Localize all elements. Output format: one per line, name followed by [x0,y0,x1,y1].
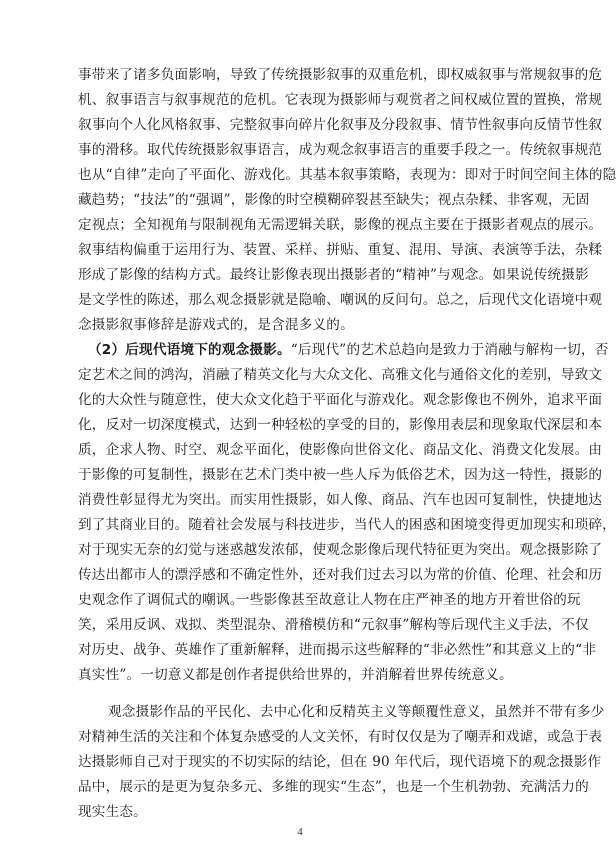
text-line: 对精神生活的关注和个体复杂感受的人文关怀，有时仅仅是为了嘲弄和戏谑，或急于表 [78,729,603,745]
text-line: 念摄影叙事修辞是游戏式的，是含混多义的。 [78,317,354,333]
text-line: 定艺术之间的鸿沟，消融了精英文化与大众文化、高雅文化与通俗文化的差别，导致文 [78,367,603,383]
text-line: 叙事结构偏重于运用行为、装置、采样、拼贴、重复、混用、导演、表演等手法，杂糅 [78,242,603,258]
text-line: 传达出都市人的漂浮感和不确定性外，还对我们过去习以为常的价值、伦理、社会和历 [78,567,603,583]
page-number: 4 [297,826,303,838]
text-line: 形成了影像的结构方式。最终让影像表现出摄影者的“精神”与观念。如果说传统摄影 [78,267,589,283]
text-line: 现实生态。 [78,804,147,820]
text-line: 是文学性的陈述，那么观念摄影就是隐喻、嘲讽的反问句。总之，后现代文化语境中观 [78,292,603,308]
text-line: 观念摄影作品的平民化、去中心化和反精英主义等颠覆性意义，虽然并不带有多少 [108,704,605,720]
text-line: 真实性”。一切意义都是创作者提供给世界的，并消解着世界传统意义。 [78,667,513,683]
text-line: 机、叙事语言与叙事规范的危机。它表现为摄影师与观赏者之间权威位置的置换，常规 [78,92,603,108]
text-line: 藏趋势；“技法”的“强调”，影像的时空模糊碎裂甚至缺失；视点杂糅、非客观，无固 [78,192,590,208]
text-line: 品中，展示的是更为复杂多元、多维的现实“生态”，也是一个生机勃勃、充满活力的 [78,779,589,795]
text-run: “后现代”的艺术总趋向是致力于消融与解构一切，否 [290,342,609,358]
text-line: 对于现实无奈的幻觉与迷惑越发浓郁，使观念影像后现代特征更为突出。观念摄影除了 [78,542,603,558]
text-line: 对历史、战争、英雄作了重新解释，进而揭示这些解释的“非必然性”和其意义上的“非 [78,642,597,658]
section-heading: （2）后现代语境下的观念摄影。 [88,342,291,358]
text-line: 到了其商业目的。随着社会发展与科技进步，当代人的困惑和困境变得更加现实和琐碎， [78,517,616,533]
text-line: 化的大众性与随意性，使大众文化趋于平面化与游戏化。观念影像也不例外，追求平面 [78,392,603,408]
text-line: 史观念作了调侃式的嘲讽。 [78,592,244,608]
section-heading-line [88,338,609,363]
text-line: 质，企求人物、时空、观念平面化，使影像向世俗文化、商品文化、消费文化发展。由 [78,442,603,458]
text-line: 事的滑移。取代传统摄影叙事语言，成为观念叙事语言的重要手段之一。传统叙事规范 [78,142,603,158]
text-line: 也从“自律”走向了平面化、游戏化。其基本叙事策略，表现为：即对于时间空间主体的隐 [78,167,616,183]
text-line: 于影像的可复制性，摄影在艺术门类中被一些人斥为低俗艺术，因为这一特性，摄影的 [78,467,603,483]
text-line: 事带来了诸多负面影响，导致了传统摄影叙事的双重危机，即权威叙事与常规叙事的危 [78,67,603,83]
text-line: 叙事向个人化风格叙事、完整叙事向碎片化叙事及分段叙事、情节性叙事向反情节性叙 [78,117,603,133]
text-line: 化，反对一切深度模式，达到一种轻松的享受的目的，影像用表层和现象取代深层和本 [78,417,603,433]
text-line: 一些影像甚至故意让人物在庄严神圣的地方开着世俗的玩 [236,592,581,608]
text-line: 消费性彰显得尤为突出。而实用性摄影，如人像、商品、汽车也因可复制性，快捷地达 [78,492,603,508]
text-line: 定视点；全知视角与限制视角无需逻辑关联，影像的视点主要在于摄影者观点的展示。 [78,217,603,233]
text-line: 笑，采用反讽、戏拟、类型混杂、滑稽模仿和“元叙事”解构等后现代主义手法，不仅 [78,617,589,633]
text-line: 达摄影师自己对于现实的不切实际的结论，但在 90 年代后，现代语境下的观念摄影作 [78,754,602,770]
